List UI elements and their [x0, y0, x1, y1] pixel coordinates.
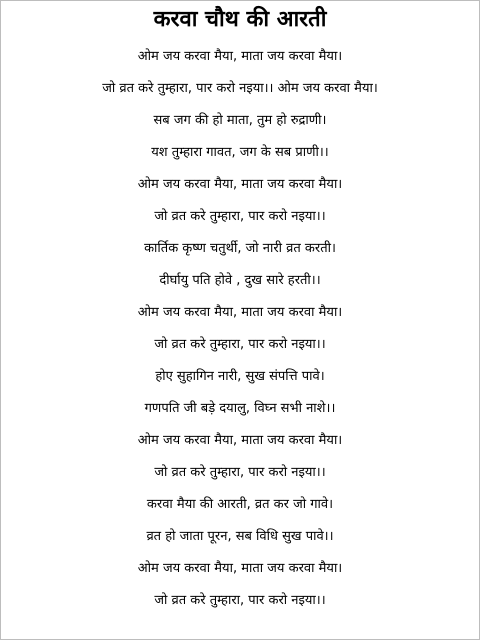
verse-line: जो व्रत करे तुम्हारा, पार करो नइया।। [154, 337, 326, 352]
verse-line: व्रत हो जाता पूरन, सब विधि सुख पावे।। [146, 529, 334, 544]
verse-line: सब जग की हो माता, तुम हो रुद्राणी। [153, 113, 327, 128]
verse-line: जो व्रत करे तुम्हारा, पार करो नइया।। ओम जय करवा मैया। [102, 81, 378, 96]
page-title: करवा चौथ की आरती [153, 7, 327, 32]
verse-line: जो व्रत करे तुम्हारा, पार करो नइया।। [154, 465, 326, 480]
verse-line: दीर्घायु पति होवे , दुख सारे हरती।। [159, 273, 321, 288]
verse-line: ओम जय करवा मैया, माता जय करवा मैया। [137, 305, 343, 320]
aarti-verses [1, 41, 479, 617]
verse-line: यश तुम्हारा गावत, जग के सब प्राणी।। [151, 145, 329, 160]
verse-line: होए सुहागिन नारी, सुख संपत्ति पावे। [155, 369, 325, 384]
verse-line: ओम जय करवा मैया, माता जय करवा मैया। [137, 177, 343, 192]
verse-line: ओम जय करवा मैया, माता जय करवा मैया। [137, 49, 343, 64]
verse-line: जो व्रत करे तुम्हारा, पार करो नइया।। [154, 593, 326, 608]
verse-line: जो व्रत करे तुम्हारा, पार करो नइया।। [154, 209, 326, 224]
verse-line: ओम जय करवा मैया, माता जय करवा मैया। [137, 433, 343, 448]
verse-line: कार्तिक कृष्ण चतुर्थी, जो नारी व्रत करती। [144, 241, 336, 256]
verse-line: गणपति जी बड़े दयालु, विघ्न सभी नाशे।। [144, 401, 336, 416]
verse-line: ओम जय करवा मैया, माता जय करवा मैया। [137, 561, 343, 576]
verse-line: करवा मैया की आरती, व्रत कर जो गावे। [146, 497, 334, 512]
